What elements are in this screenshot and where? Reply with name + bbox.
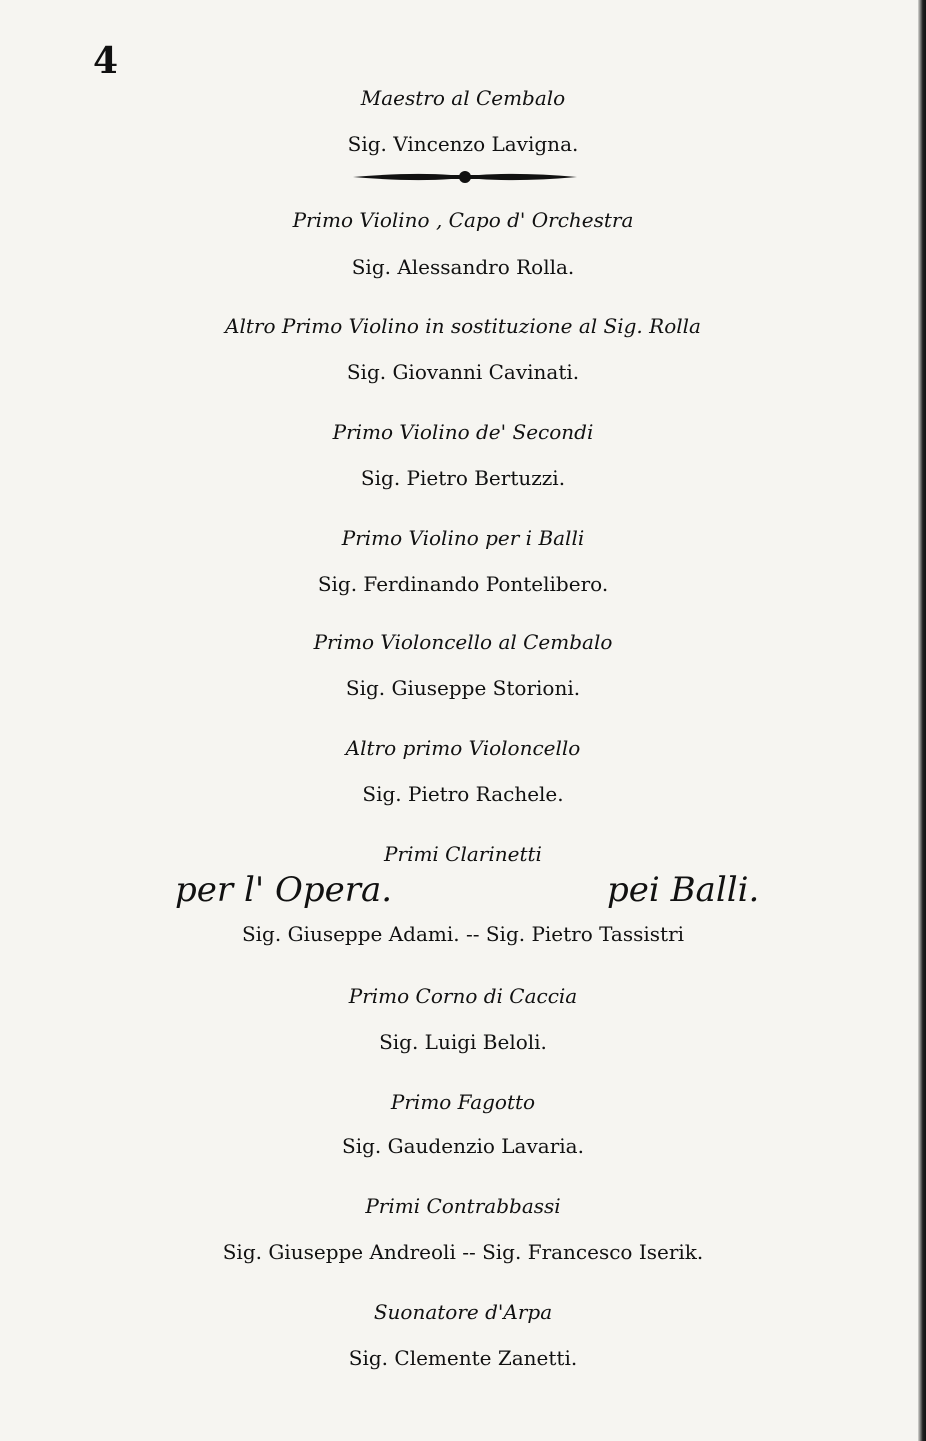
role-primo-violoncello: Primo Violoncello al Cembalo (313, 630, 613, 654)
name-clemente-zanetti: Sig. Clemente Zanetti. (348, 1346, 578, 1370)
role-primo-violino-secondi: Primo Violino de' Secondi (332, 420, 594, 444)
name-giuseppe-storioni: Sig. Giuseppe Storioni. (345, 676, 581, 700)
ornament-divider (351, 170, 579, 184)
role-primi-clarinetti: Primi Clarinetti (384, 842, 542, 866)
role-primi-contrabbassi: Primi Contrabbassi (365, 1194, 561, 1218)
name-pietro-bertuzzi: Sig. Pietro Bertuzzi. (360, 466, 566, 490)
name-vincenzo-lavigna: Sig. Vincenzo Lavigna. (347, 132, 579, 156)
role-primo-corno-di-caccia: Primo Corno di Caccia (348, 984, 578, 1008)
name-ferdinando-pontelibero: Sig. Ferdinando Pontelibero. (317, 572, 609, 596)
name-luigi-beloli: Sig. Luigi Beloli. (379, 1030, 547, 1054)
role-altro-primo-violino: Altro Primo Violino in sostituzione al Sig. Rolla (225, 314, 701, 338)
role-altro-primo-violoncello: Altro primo Violoncello (345, 736, 581, 760)
page-number: 4 (93, 40, 119, 82)
sub-per-l-opera: per l' Opera. (175, 870, 393, 910)
role-primo-violino-balli: Primo Violino per i Balli (341, 526, 585, 550)
name-contrabbassi: Sig. Giuseppe Andreoli -- Sig. Francesco Iserik. (222, 1240, 704, 1264)
name-pietro-rachele: Sig. Pietro Rachele. (362, 782, 564, 806)
name-giovanni-cavinati: Sig. Giovanni Cavinati. (346, 360, 580, 384)
name-gaudenzio-lavaria: Sig. Gaudenzio Lavaria. (342, 1134, 584, 1158)
name-clarinetti: Sig. Giuseppe Adami. -- Sig. Pietro Tassistri (241, 922, 685, 946)
role-suonatore-d-arpa: Suonatore d'Arpa (373, 1300, 553, 1324)
sub-pei-balli: pei Balli. (607, 870, 760, 910)
role-primo-fagotto: Primo Fagotto (390, 1090, 536, 1114)
role-primo-violino-capo: Primo Violino , Capo d' Orchestra (292, 208, 634, 232)
name-alessandro-rolla: Sig. Alessandro Rolla. (351, 255, 575, 279)
role-maestro-al-cembalo: Maestro al Cembalo (360, 86, 566, 110)
